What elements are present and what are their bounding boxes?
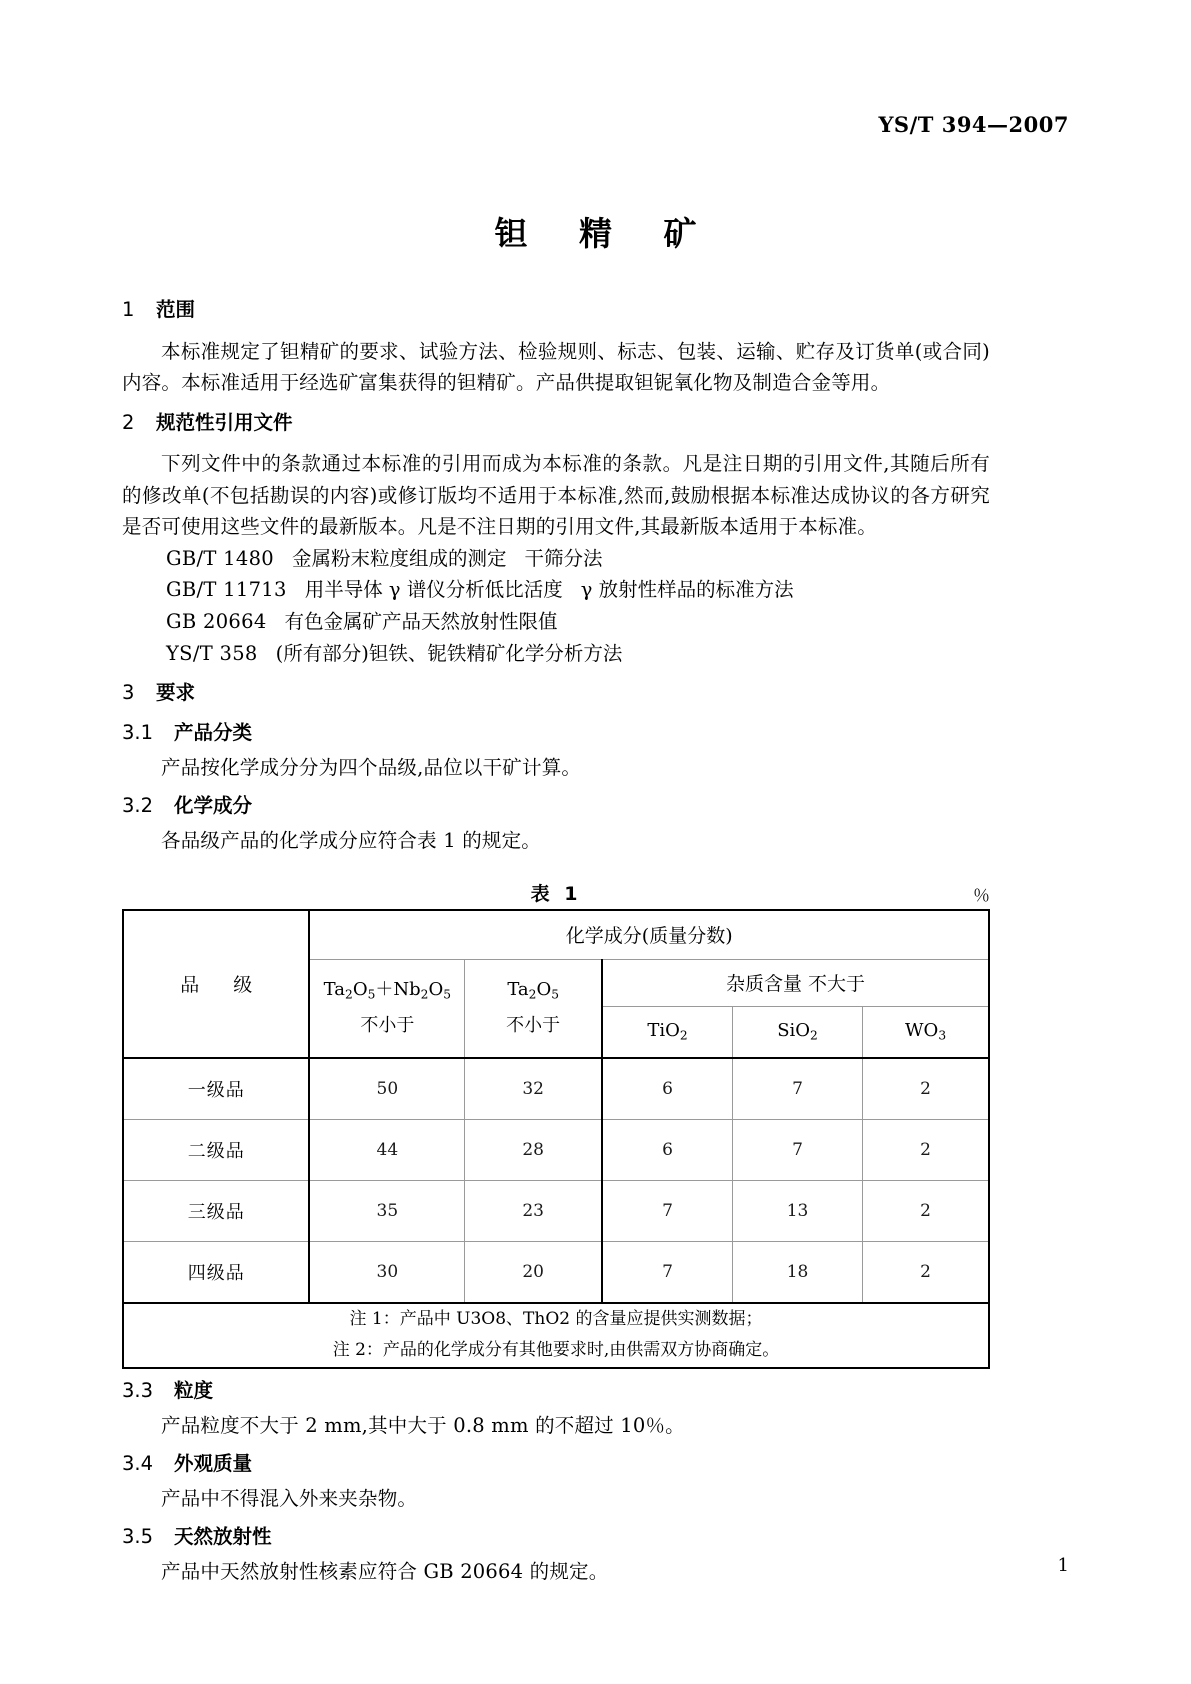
clause-3-3-paragraph: 产品粒度不大于 2 mm,其中大于 0.8 mm 的不超过 10％。 xyxy=(161,1414,685,1438)
row-grade-4: 四级品 xyxy=(123,1241,309,1303)
cell-sio2-2: 7 xyxy=(732,1119,862,1180)
header-impurity-content: 杂质含量 不大于 xyxy=(602,959,989,1006)
clause-3-5-paragraph: 产品中天然放射性核素应符合 GB 20664 的规定。 xyxy=(161,1560,609,1584)
table-header-row-1 xyxy=(123,910,989,960)
cell-wo3-1: 2 xyxy=(863,1058,989,1120)
clause-1-title: 范围 xyxy=(156,298,196,321)
header-sio2: SiO$_2$ xyxy=(732,1006,862,1058)
cell-wo3-2: 2 xyxy=(863,1119,989,1180)
table-note-2: 注 2：产品的化学成分有其他要求时,由供需双方协商确定。 xyxy=(332,1340,780,1361)
table-note-1: 注 1：产品中 U3O8、ThO2 的含量应提供实测数据； xyxy=(349,1308,763,1329)
clause-1-heading xyxy=(122,300,990,320)
table-notes xyxy=(123,1303,989,1368)
reference-subtitle: 干筛分法 xyxy=(524,546,603,570)
table-1-caption: 表 1 xyxy=(530,882,582,905)
running-header: YS/T 394—2007 xyxy=(878,112,1069,137)
normative-reference-item xyxy=(122,606,990,638)
clause-3-4-paragraph: 产品中不得混入外来夹杂物。 xyxy=(161,1487,418,1511)
row-grade-3: 三级品 xyxy=(123,1180,309,1241)
reference-title: (所有部分)钽铁、铌铁精矿化学分析方法 xyxy=(275,641,623,665)
header-composition: 化学成分(质量分数) xyxy=(309,910,989,960)
cell-tio2-2: 6 xyxy=(602,1119,732,1180)
cell-sio2-4: 18 xyxy=(732,1241,862,1303)
clause-3-3-title: 粒度 xyxy=(174,1378,214,1402)
clause-2-number: 2 xyxy=(122,410,135,434)
reference-title: 有色金属矿产品天然放射性限值 xyxy=(284,610,558,634)
table-row xyxy=(123,1180,989,1241)
row-grade-1: 一级品 xyxy=(123,1058,309,1120)
clause-3-2-title: 化学成分 xyxy=(174,793,253,817)
clause-3-heading xyxy=(122,683,990,703)
row-grade-2: 二级品 xyxy=(123,1119,309,1180)
clause-3-2-number: 3.2 xyxy=(122,793,154,817)
cell-ta-1: 32 xyxy=(465,1058,602,1120)
header-ta-limit: 不小于 xyxy=(506,1015,561,1037)
cell-ta-4: 20 xyxy=(465,1241,602,1303)
cell-ta-nb-1: 50 xyxy=(309,1058,464,1120)
cell-wo3-3: 2 xyxy=(863,1180,989,1241)
header-tio2: TiO$_2$ xyxy=(602,1006,732,1058)
clause-3-4-heading xyxy=(122,1451,990,1475)
clause-3-3-heading xyxy=(122,1378,990,1402)
reference-code: GB/T 11713 xyxy=(166,578,287,602)
reference-code: YS/T 358 xyxy=(166,641,258,665)
normative-reference-item xyxy=(122,574,990,606)
clause-2-heading xyxy=(122,410,990,434)
document-content xyxy=(122,300,990,1588)
page-title: 钽 精 矿 xyxy=(494,214,717,253)
cell-sio2-1: 7 xyxy=(732,1058,862,1120)
table-row xyxy=(123,1058,989,1120)
header-ta-nb-formula: $Ta_2O_5+Nb_2O_5$ xyxy=(323,979,452,1002)
table-row xyxy=(123,1241,989,1303)
header-ta-oxide xyxy=(465,959,602,1058)
cell-wo3-4: 2 xyxy=(863,1241,989,1303)
clause-3-2-paragraph: 各品级产品的化学成分应符合表 1 的规定。 xyxy=(161,829,542,853)
cell-sio2-3: 13 xyxy=(732,1180,862,1241)
reference-subtitle: γ 放射性样品的标准方法 xyxy=(580,578,794,602)
cell-tio2-1: 6 xyxy=(602,1058,732,1120)
cell-ta-nb-3: 35 xyxy=(309,1180,464,1241)
header-ta-nb-oxide xyxy=(309,959,464,1058)
cell-ta-2: 28 xyxy=(465,1119,602,1180)
reference-title: 金属粉末粒度组成的测定 xyxy=(292,546,507,570)
table-row xyxy=(123,1119,989,1180)
table-1-unit: ％ xyxy=(973,885,990,906)
clause-1-paragraph: 本标准规定了钽精矿的要求、试验方法、检验规则、标志、包装、运输、贮存及订货单(或合同)内容。本标准适用于经选矿富集获得的钽精矿。产品供提取钽铌氧化物及制造合金等用。 xyxy=(122,339,990,395)
header-ta-nb-limit: 不小于 xyxy=(360,1015,415,1037)
clause-1-number: 1 xyxy=(122,298,135,321)
clause-3-4-number: 3.4 xyxy=(122,1451,154,1475)
clause-3-1-heading xyxy=(122,720,990,744)
cell-ta-nb-4: 30 xyxy=(309,1241,464,1303)
normative-reference-item xyxy=(122,543,990,575)
clause-3-4-title: 外观质量 xyxy=(174,1451,253,1475)
clause-3-2-heading xyxy=(122,793,990,817)
header-ta-formula: $Ta_2O_5$ xyxy=(507,979,560,1002)
clause-3-5-heading xyxy=(122,1524,990,1548)
cell-ta-nb-2: 44 xyxy=(309,1119,464,1180)
cell-tio2-4: 7 xyxy=(602,1241,732,1303)
clause-3-1-number: 3.1 xyxy=(122,720,154,744)
header-wo3: $WO_3$ xyxy=(863,1006,989,1058)
chemical-composition-table xyxy=(122,909,990,1369)
page-number: 1 xyxy=(1057,1555,1069,1576)
header-grade: 品 级 xyxy=(123,910,309,1058)
table-1-caption-row xyxy=(122,879,990,909)
cell-tio2-3: 7 xyxy=(602,1180,732,1241)
clause-3-5-title: 天然放射性 xyxy=(174,1524,272,1548)
reference-code: GB 20664 xyxy=(166,610,267,634)
clause-3-number: 3 xyxy=(122,681,135,705)
clause-3-1-paragraph: 产品按化学成分分为四个品级,品位以干矿计算。 xyxy=(161,756,582,780)
clause-2-paragraph: 下列文件中的条款通过本标准的引用而成为本标准的条款。凡是注日期的引用文件,其随后所有的修改单(不包括勘误的内容)或修订版均不适用于本标准,然而,鼓励根据本标准达成协议的各方研究是否可使用这些文件的最新版本。凡是不注日期的引用文件,其最新版本适用于本标准。 xyxy=(122,452,990,539)
cell-ta-3: 23 xyxy=(465,1180,602,1241)
clause-3-3-number: 3.3 xyxy=(122,1378,154,1402)
clause-3-5-number: 3.5 xyxy=(122,1524,154,1548)
clause-3-title: 要求 xyxy=(156,681,196,705)
reference-title: 用半导体 γ 谱仪分析低比活度 xyxy=(304,578,563,602)
clause-3-1-title: 产品分类 xyxy=(174,720,253,744)
table-notes-row xyxy=(123,1303,989,1368)
reference-code: GB/T 1480 xyxy=(166,546,275,570)
clause-2-title: 规范性引用文件 xyxy=(156,410,293,434)
normative-reference-item xyxy=(122,638,990,670)
